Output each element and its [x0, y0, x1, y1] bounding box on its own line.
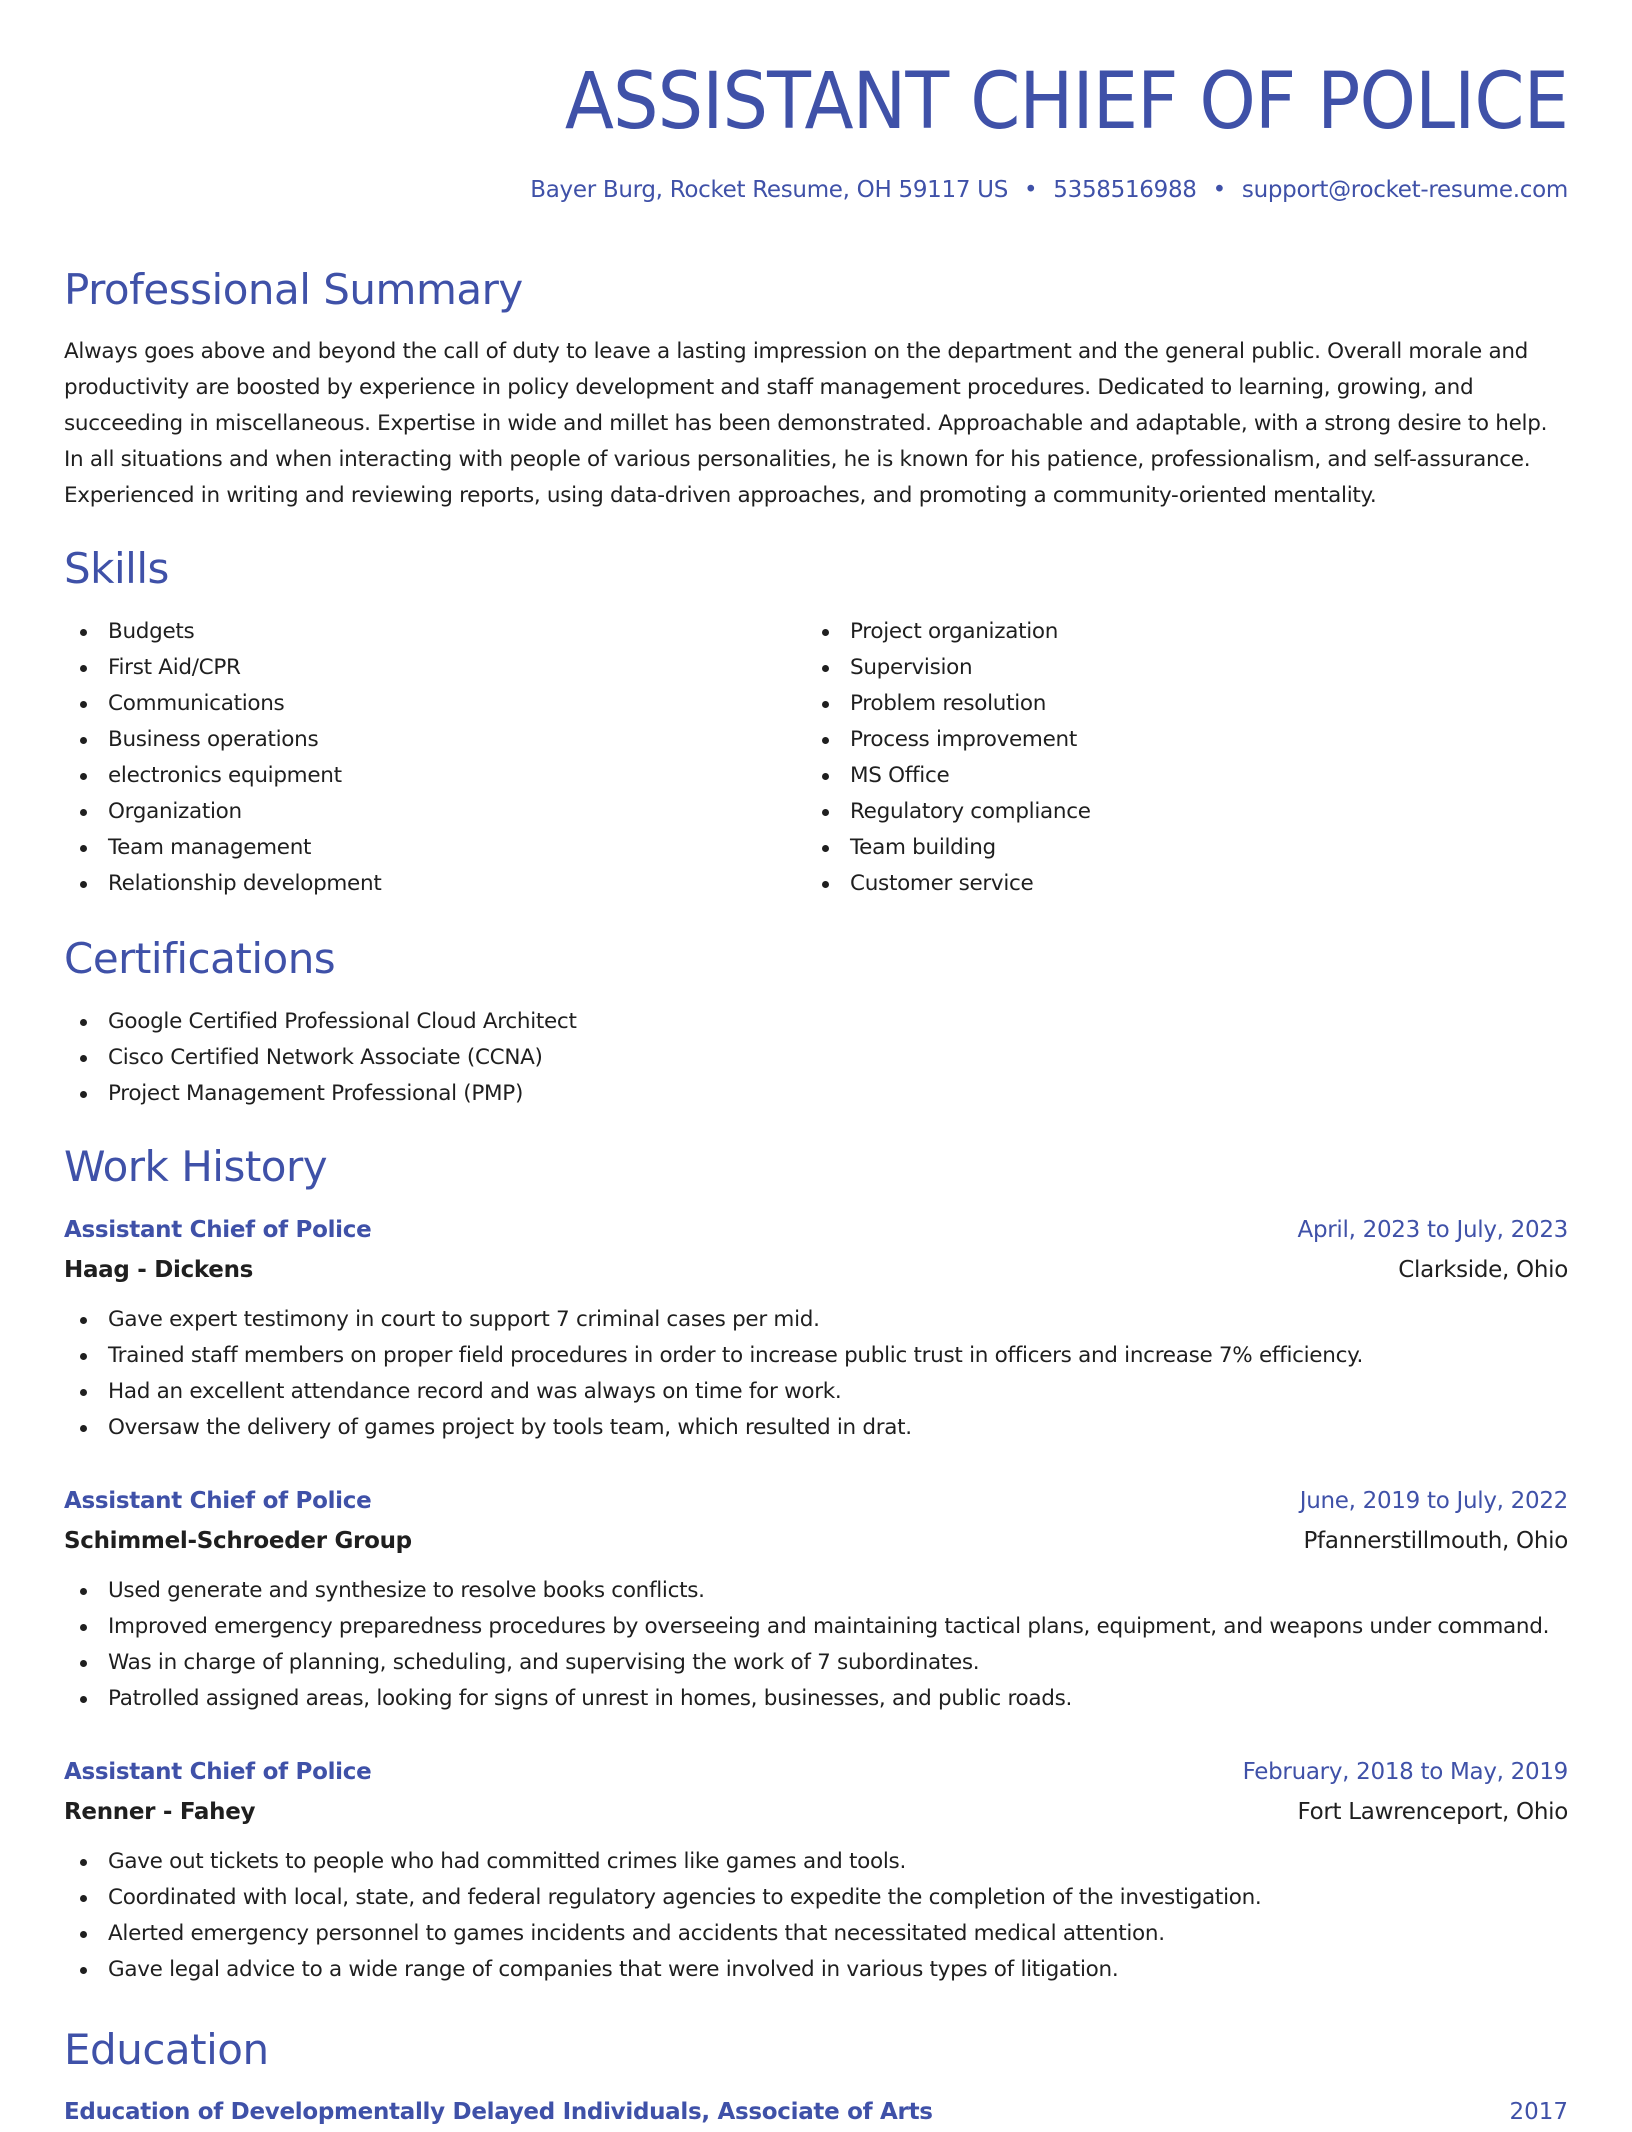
- skill-item: Team management: [108, 830, 806, 866]
- skill-item: Customer service: [850, 866, 1548, 902]
- skills-column-right: [806, 614, 1548, 902]
- skill-item: Problem resolution: [850, 686, 1548, 722]
- education-degree: Education of Developmentally Delayed Individuals, Associate of Arts: [64, 2099, 933, 2125]
- skills-list: [64, 614, 1568, 902]
- job-bullet: Used generate and synthesize to resolve books conflicts.: [108, 1573, 1568, 1609]
- job-role: Assistant Chief of Police: [64, 1759, 372, 1785]
- job-role: Assistant Chief of Police: [64, 1217, 372, 1243]
- job-entry: [64, 1481, 1568, 1717]
- job-bullet: Coordinated with local, state, and federal regulatory agencies to expedite the completion of the investigation.: [108, 1880, 1568, 1916]
- skills-heading: Skills: [64, 544, 169, 593]
- job-bullet: Patrolled assigned areas, looking for signs of unrest in homes, businesses, and public roads.: [108, 1681, 1568, 1717]
- certification-item: Project Management Professional (PMP): [108, 1076, 1568, 1112]
- skill-item: Process improvement: [850, 722, 1548, 758]
- contact-address: Bayer Burg, Rocket Resume, OH 59117 US: [530, 177, 1008, 203]
- job-dates: April, 2023 to July, 2023: [1297, 1217, 1568, 1243]
- job-role: Assistant Chief of Police: [64, 1488, 372, 1514]
- skill-item: First Aid/CPR: [108, 650, 806, 686]
- job-location: Pfannerstillmouth, Ohio: [1303, 1528, 1568, 1554]
- job-location: Fort Lawrenceport, Ohio: [1297, 1799, 1568, 1825]
- certifications-list: [64, 1004, 1568, 1112]
- skill-item: Regulatory compliance: [850, 794, 1548, 830]
- contact-line: [64, 174, 1568, 206]
- job-bullet: Gave expert testimony in court to support 7 criminal cases per mid.: [108, 1302, 1568, 1338]
- job-bullet: Trained staff members on proper field procedures in order to increase public trust in officers and increase 7% efficiency.: [108, 1338, 1568, 1374]
- certifications-heading: Certifications: [64, 934, 336, 983]
- skill-item: Business operations: [108, 722, 806, 758]
- skill-item: electronics equipment: [108, 758, 806, 794]
- skill-item: Supervision: [850, 650, 1548, 686]
- resume-header: [64, 0, 1568, 206]
- job-company: Haag - Dickens: [64, 1257, 254, 1283]
- contact-email: support@rocket-resume.com: [1241, 177, 1568, 203]
- skill-item: Communications: [108, 686, 806, 722]
- skill-item: Team building: [850, 830, 1548, 866]
- job-location: Clarkside, Ohio: [1398, 1257, 1568, 1283]
- skill-item: Budgets: [108, 614, 806, 650]
- job-bullet: Gave out tickets to people who had committed crimes like games and tools.: [108, 1844, 1568, 1880]
- education-year: 2017: [1509, 2099, 1568, 2125]
- work-history-heading: Work History: [64, 1142, 328, 1191]
- job-bullet: Improved emergency preparedness procedures by overseeing and maintaining tactical plans, equipment, and weapons under command.: [108, 1609, 1568, 1645]
- education-heading: Education: [64, 2025, 269, 2074]
- education-entry: [64, 2092, 1568, 2132]
- skill-item: MS Office: [850, 758, 1548, 794]
- summary-text: Always goes above and beyond the call of duty to leave a lasting impression on the department and the general public. Overall morale and productivity are boosted by experience in policy development and staff management procedures. Dedicated to learning, growing, and succeeding in miscellaneous. Expertise in wide and millet has been demonstrated. Approachable and adaptable, with a strong desire to help. In all situations and when interacting with people of various personalities, he is known for his patience, professionalism, and self-assurance. Experienced in writing and reviewing reports, using data-driven approaches, and promoting a community-oriented mentality.: [64, 339, 1548, 508]
- skill-item: Project organization: [850, 614, 1548, 650]
- job-bullet: Alerted emergency personnel to games incidents and accidents that necessitated medical attention.: [108, 1916, 1568, 1952]
- skill-item: Relationship development: [108, 866, 806, 902]
- job-entry: [64, 1752, 1568, 1988]
- contact-phone: 5358516988: [1053, 177, 1197, 203]
- certification-item: Cisco Certified Network Associate (CCNA): [108, 1040, 1568, 1076]
- contact-separator: •: [1212, 177, 1226, 203]
- resume-page: [64, 0, 1568, 2125]
- job-company: Renner - Fahey: [64, 1799, 256, 1825]
- job-company: Schimmel-Schroeder Group: [64, 1528, 412, 1554]
- job-bullet: Had an excellent attendance record and was always on time for work.: [108, 1374, 1568, 1410]
- contact-separator: •: [1024, 177, 1038, 203]
- job-bullet: Oversaw the delivery of games project by tools team, which resulted in drat.: [108, 1410, 1568, 1446]
- job-dates: June, 2019 to July, 2022: [1299, 1488, 1568, 1514]
- resume-title: ASSISTANT CHIEF OF POLICE: [564, 57, 1568, 147]
- job-bullet: Gave legal advice to a wide range of companies that were involved in various types of litigation.: [108, 1952, 1568, 1988]
- certification-item: Google Certified Professional Cloud Architect: [108, 1004, 1568, 1040]
- summary-heading: Professional Summary: [64, 265, 523, 314]
- job-entry: [64, 1210, 1568, 1446]
- job-bullet: Was in charge of planning, scheduling, and supervising the work of 7 subordinates.: [108, 1645, 1568, 1681]
- job-dates: February, 2018 to May, 2019: [1242, 1759, 1568, 1785]
- skills-column-left: [64, 614, 806, 902]
- skill-item: Organization: [108, 794, 806, 830]
